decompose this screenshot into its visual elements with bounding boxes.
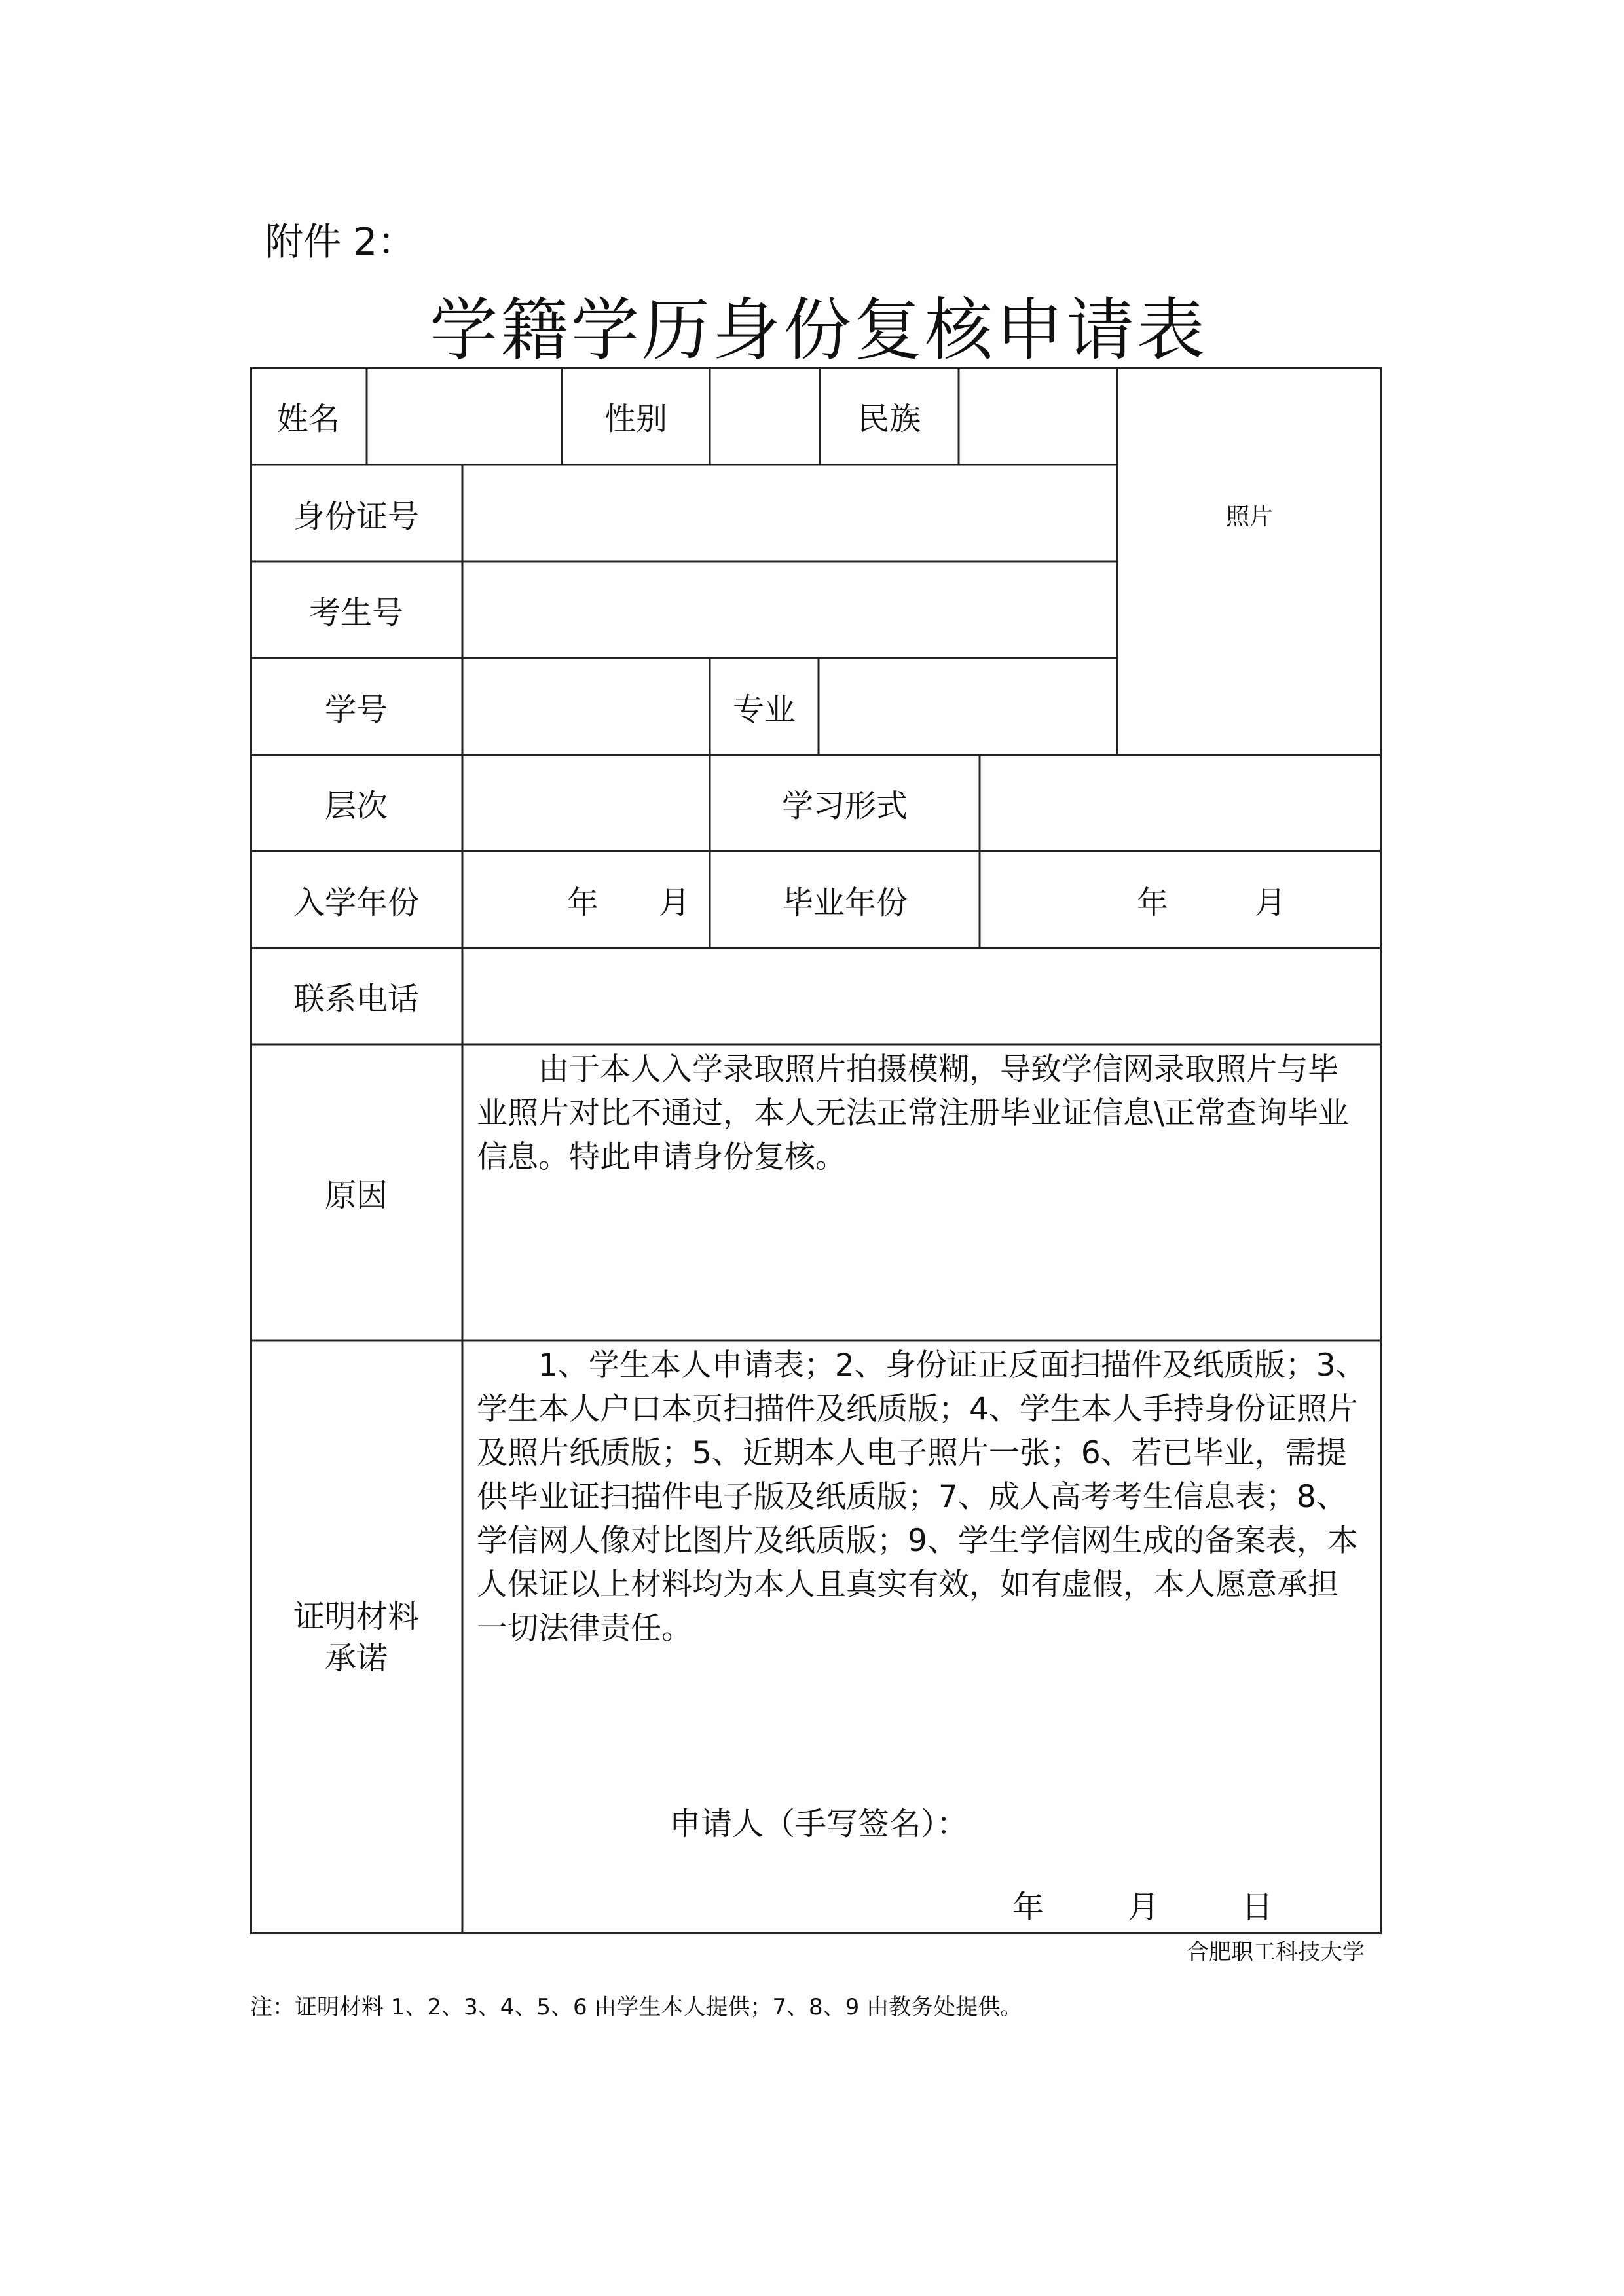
materials-label — [250, 1341, 462, 1934]
study-form-field[interactable] — [980, 755, 1382, 851]
graduation-date-field[interactable] — [980, 851, 1382, 948]
materials-label-line2: 承诺 — [324, 1640, 388, 1677]
attachment-label: 附件 2： — [265, 219, 416, 264]
exam-number-field[interactable] — [462, 562, 1117, 658]
materials-text: 1、学生本人申请表；2、身份证正反面扫描件及纸质版；3、学生本人户口本页扫描件及纸质版；4、学生本人手持身份证照片及照片纸质版；5、近期本人电子照片一张；6、若已毕业，需提供毕业证扫描件电子版及纸质版；7、成人高考考生信息表；8、学信网人像对比图片及纸质版；9、学生学信网生成的备案表，本人保证以上材料均为本人且真实有效，如有虚假，本人愿意承担一切法律责任。 — [477, 1347, 1367, 1647]
footnote: 注：证明材料 1、2、3、4、5、6 由学生本人提供；7、8、9 由教务处提供。 — [250, 1994, 1023, 2020]
graduation-year-label: 毕业年份 — [781, 884, 908, 921]
enrollment-month-unit: 月 — [659, 884, 691, 921]
phone-field[interactable] — [462, 948, 1382, 1044]
exam-number-label: 考生号 — [308, 594, 403, 631]
enrollment-year-label: 入学年份 — [293, 884, 419, 921]
student-number-label: 学号 — [324, 691, 388, 728]
reason-text: 由于本人入学录取照片拍摄模糊，导致学信网录取照片与毕业照片对比不通过，本人无法正常注册毕业证信息\正常查询毕业信息。特此申请身份复核。 — [477, 1051, 1349, 1175]
ethnicity-label: 民族 — [857, 400, 921, 437]
name-field[interactable] — [367, 367, 562, 465]
page-title: 学籍学历身份复核申请表 — [429, 290, 1208, 370]
major-label: 专业 — [732, 691, 796, 728]
date-month-unit: 月 — [1127, 1888, 1159, 1925]
major-field[interactable] — [819, 658, 1117, 755]
date-day-unit: 日 — [1241, 1888, 1273, 1925]
level-field[interactable] — [462, 755, 710, 851]
gender-label: 性别 — [604, 400, 667, 437]
signature-label: 申请人（手写签名）： — [669, 1805, 969, 1842]
photo-box[interactable]: 照片 — [1225, 503, 1273, 530]
name-label: 姓名 — [276, 400, 340, 437]
reason-label: 原因 — [324, 1177, 388, 1214]
student-number-field[interactable] — [462, 658, 710, 755]
signature-field[interactable] — [1010, 1798, 1363, 1844]
phone-label: 联系电话 — [293, 981, 419, 1017]
gender-field[interactable] — [710, 367, 820, 465]
enrollment-date-field[interactable] — [462, 851, 710, 948]
application-form-table — [250, 367, 1382, 1934]
materials-label-line1: 证明材料 — [293, 1598, 419, 1635]
graduation-month-unit: 月 — [1255, 884, 1287, 921]
level-label: 层次 — [324, 788, 388, 824]
date-year-unit: 年 — [1012, 1888, 1044, 1925]
enrollment-year-unit: 年 — [567, 884, 599, 921]
ethnicity-field[interactable] — [959, 367, 1117, 465]
study-form-label: 学习形式 — [781, 788, 908, 824]
graduation-year-unit: 年 — [1137, 884, 1169, 921]
id-number-label: 身份证号 — [293, 498, 419, 535]
id-number-field[interactable] — [462, 465, 1117, 562]
issuer-name: 合肥职工科技大学 — [1187, 1939, 1365, 1965]
